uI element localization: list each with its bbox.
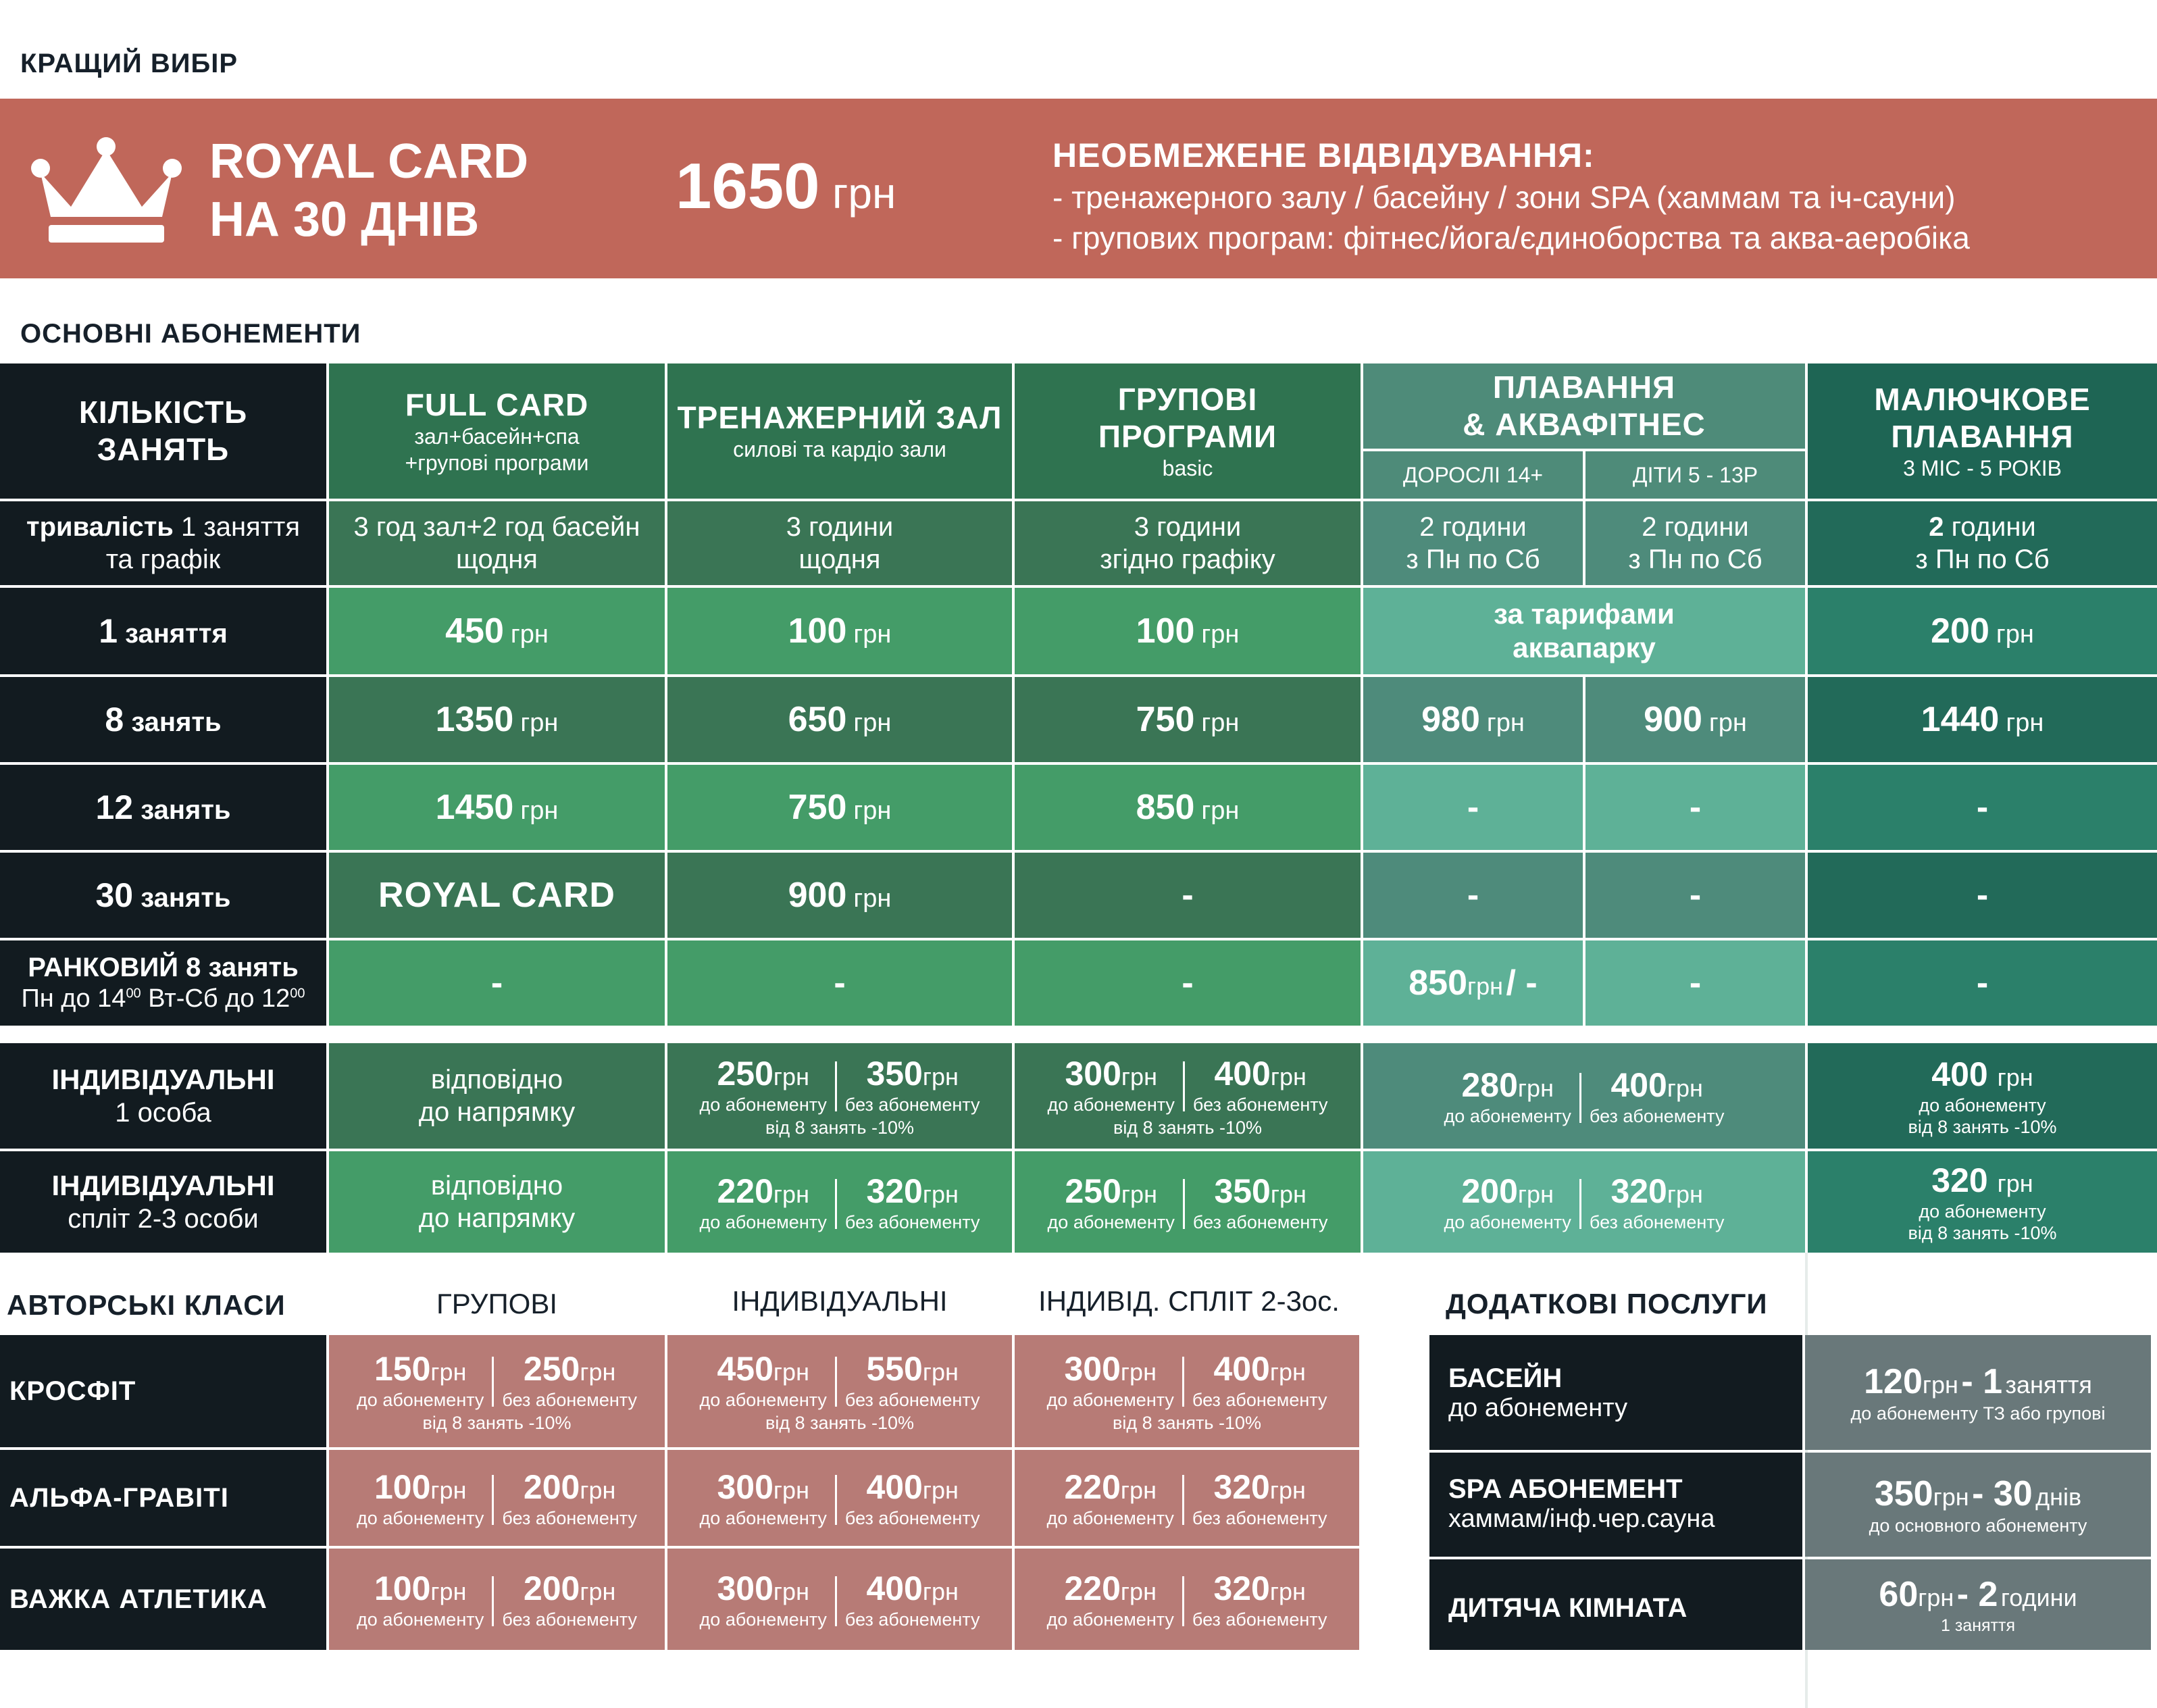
author-price-cell: 300грн до абонементу 400грн без абонементу xyxy=(667,1549,1012,1650)
extra-kids-price: 60грн - 2 години 1 заняття xyxy=(1805,1559,2151,1650)
split-gym: 220грн до абонементу 320грн без абонементу xyxy=(667,1151,1012,1253)
price-8-full: 1350 грн xyxy=(329,677,665,762)
price-8-adults: 980 грн xyxy=(1363,677,1583,762)
price-1-full: 450 грн xyxy=(329,588,665,674)
duration-baby: 2 години з Пн по Сб xyxy=(1808,501,2157,585)
duration-gym: 3 години щодня xyxy=(667,501,1012,585)
price-morning-full: - xyxy=(329,940,665,1026)
header-count: КІЛЬКІСТЬ ЗАНЯТЬ xyxy=(0,363,326,499)
extra-pool-label: БАСЕЙН до абонементу xyxy=(1429,1335,1802,1450)
extra-spa-label: SPA АБОНЕМЕНТ хаммам/інф.чер.сауна xyxy=(1429,1453,1802,1557)
royal-title: ROYAL CARD НА 30 ДНІВ xyxy=(209,134,529,247)
royal-card-banner xyxy=(0,99,2157,278)
header-gym: ТРЕНАЖЕРНИЙ ЗАЛ силові та кардіо зали xyxy=(667,363,1012,499)
split-full: відповідно до напрямку xyxy=(329,1151,665,1253)
price-30-kids: - xyxy=(1585,853,1805,938)
price-12-full: 1450 грн xyxy=(329,765,665,850)
royal-description: НЕОБМЕЖЕНЕ ВІДВІДУВАННЯ: - тренажерного залу / басейну / зони SPA (хаммам та іч-сауни) - групових програм: фітнес/йога/єдиноборства та аква-аеробіка xyxy=(1052,136,1970,255)
price-morning-baby: - xyxy=(1808,940,2157,1026)
price-morning-gym: - xyxy=(667,940,1012,1026)
individual-swim: 280грн до абонементу 400грн без абонементу xyxy=(1363,1043,1805,1149)
individual-gym: 250грн до абонементу 350грн без абонементу від 8 занять -10% xyxy=(667,1043,1012,1149)
author-price-cell: 150грн до абонементу 250грн без абонементу від 8 занять -10% xyxy=(329,1335,665,1447)
author-price-cell: 300грн до абонементу 400грн без абонементу xyxy=(667,1450,1012,1546)
price-12-baby: - xyxy=(1808,765,2157,850)
split-baby: 320 грн до абонементу від 8 занять -10% xyxy=(1808,1151,2157,1253)
price-30-adults: - xyxy=(1363,853,1583,938)
author-row-label: ВАЖКА АТЛЕТИКА xyxy=(0,1549,326,1650)
author-price-cell: 220грн до абонементу 320грн без абонементу xyxy=(1015,1450,1359,1546)
price-1-group: 100 грн xyxy=(1015,588,1361,674)
author-row-label: АЛЬФА-ГРАВІТІ xyxy=(0,1450,326,1546)
split-group: 250грн до абонементу 350грн без абонементу xyxy=(1015,1151,1361,1253)
extra-kids-label: ДИТЯЧА КІМНАТА xyxy=(1429,1559,1802,1650)
row-label-12: 12 занять xyxy=(0,765,326,850)
price-8-baby: 1440 грн xyxy=(1808,677,2157,762)
individual-group: 300грн до абонементу 400грн без абонементу від 8 занять -10% xyxy=(1015,1043,1361,1149)
price-1-aqua: за тарифами аквапарку xyxy=(1363,588,1805,674)
author-col-individual: ІНДИВІДУАЛЬНІ xyxy=(732,1285,948,1317)
price-morning-group: - xyxy=(1015,940,1361,1026)
price-30-gym: 900 грн xyxy=(667,853,1012,938)
author-price-cell: 100грн до абонементу 200грн без абонементу xyxy=(329,1450,665,1546)
header-baby-swim: МАЛЮЧКОВЕ ПЛАВАННЯ 3 МІС - 5 РОКІВ xyxy=(1808,363,2157,499)
header-kids: ДІТИ 5 - 13Р xyxy=(1585,451,1805,499)
split-swim: 200грн до абонементу 320грн без абонементу xyxy=(1363,1151,1805,1253)
header-adults: ДОРОСЛІ 14+ xyxy=(1363,451,1583,499)
price-12-gym: 750 грн xyxy=(667,765,1012,850)
duration-group: 3 години згідно графіку xyxy=(1015,501,1361,585)
row-label-duration: тривалість 1 заняття та графік xyxy=(0,501,326,585)
row-label-individual: ІНДИВІДУАЛЬНІ 1 особа xyxy=(0,1043,326,1149)
extra-spa-price: 350грн - 30 днів до основного абонементу xyxy=(1805,1453,2151,1557)
author-col-split: ІНДИВІД. СПЛІТ 2-3ос. xyxy=(1038,1285,1340,1317)
author-price-cell: 220грн до абонементу 320грн без абонементу xyxy=(1015,1549,1359,1650)
main-subscriptions-title: ОСНОВНІ АБОНЕМЕНТИ xyxy=(20,319,361,349)
price-30-group: - xyxy=(1015,853,1361,938)
price-morning-kids: - xyxy=(1585,940,1805,1026)
individual-full: відповідно до напрямку xyxy=(329,1043,665,1149)
author-classes-title: АВТОРСЬКІ КЛАСИ xyxy=(7,1289,286,1321)
author-price-cell: 100грн до абонементу 200грн без абонементу xyxy=(329,1549,665,1650)
row-label-8: 8 занять xyxy=(0,677,326,762)
price-12-adults: - xyxy=(1363,765,1583,850)
price-8-group: 750 грн xyxy=(1015,677,1361,762)
best-choice-title: КРАЩИЙ ВИБІР xyxy=(20,49,238,78)
royal-price: 1650 грн xyxy=(676,150,896,222)
price-30-baby: - xyxy=(1808,853,2157,938)
author-price-cell: 450грн до абонементу 550грн без абонементу від 8 занять -10% xyxy=(667,1335,1012,1447)
price-1-baby: 200 грн xyxy=(1808,588,2157,674)
individual-baby: 400 грн до абонементу від 8 занять -10% xyxy=(1808,1043,2157,1149)
price-morning-adults: 850грн / - xyxy=(1363,940,1583,1026)
price-1-gym: 100 грн xyxy=(667,588,1012,674)
extra-pool-price: 120грн - 1 заняття до абонементу ТЗ або групові xyxy=(1805,1335,2151,1450)
author-row-label: КРОСФІТ xyxy=(0,1335,326,1447)
duration-adults: 2 години з Пн по Сб xyxy=(1363,501,1583,585)
row-label-split: ІНДИВІДУАЛЬНІ спліт 2-3 особи xyxy=(0,1151,326,1253)
price-12-group: 850 грн xyxy=(1015,765,1361,850)
price-8-kids: 900 грн xyxy=(1585,677,1805,762)
duration-full: 3 год зал+2 год басейн щодня xyxy=(329,501,665,585)
row-label-30: 30 занять xyxy=(0,853,326,938)
author-col-group: ГРУПОВІ xyxy=(436,1288,558,1320)
extra-services-title: ДОДАТКОВІ ПОСЛУГИ xyxy=(1446,1288,1768,1320)
price-30-full: ROYAL CARD xyxy=(329,853,665,938)
price-12-kids: - xyxy=(1585,765,1805,850)
price-8-gym: 650 грн xyxy=(667,677,1012,762)
author-price-cell: 300грн до абонементу 400грн без абонементу від 8 занять -10% xyxy=(1015,1335,1359,1447)
duration-kids: 2 години з Пн по Сб xyxy=(1585,501,1805,585)
header-group: ГРУПОВІ ПРОГРАМИ basic xyxy=(1015,363,1361,499)
header-swim: ПЛАВАННЯ & АКВАФІТНЕС xyxy=(1363,363,1805,449)
crown-icon xyxy=(27,136,186,251)
row-label-morning: РАНКОВИЙ 8 занять Пн до $14^{00}$ Вт-Сб до $12^{00}$ xyxy=(0,940,326,1026)
row-label-1: 1 заняття xyxy=(0,588,326,674)
header-full-card: FULL CARD зал+басейн+спа +групові програми xyxy=(329,363,665,499)
